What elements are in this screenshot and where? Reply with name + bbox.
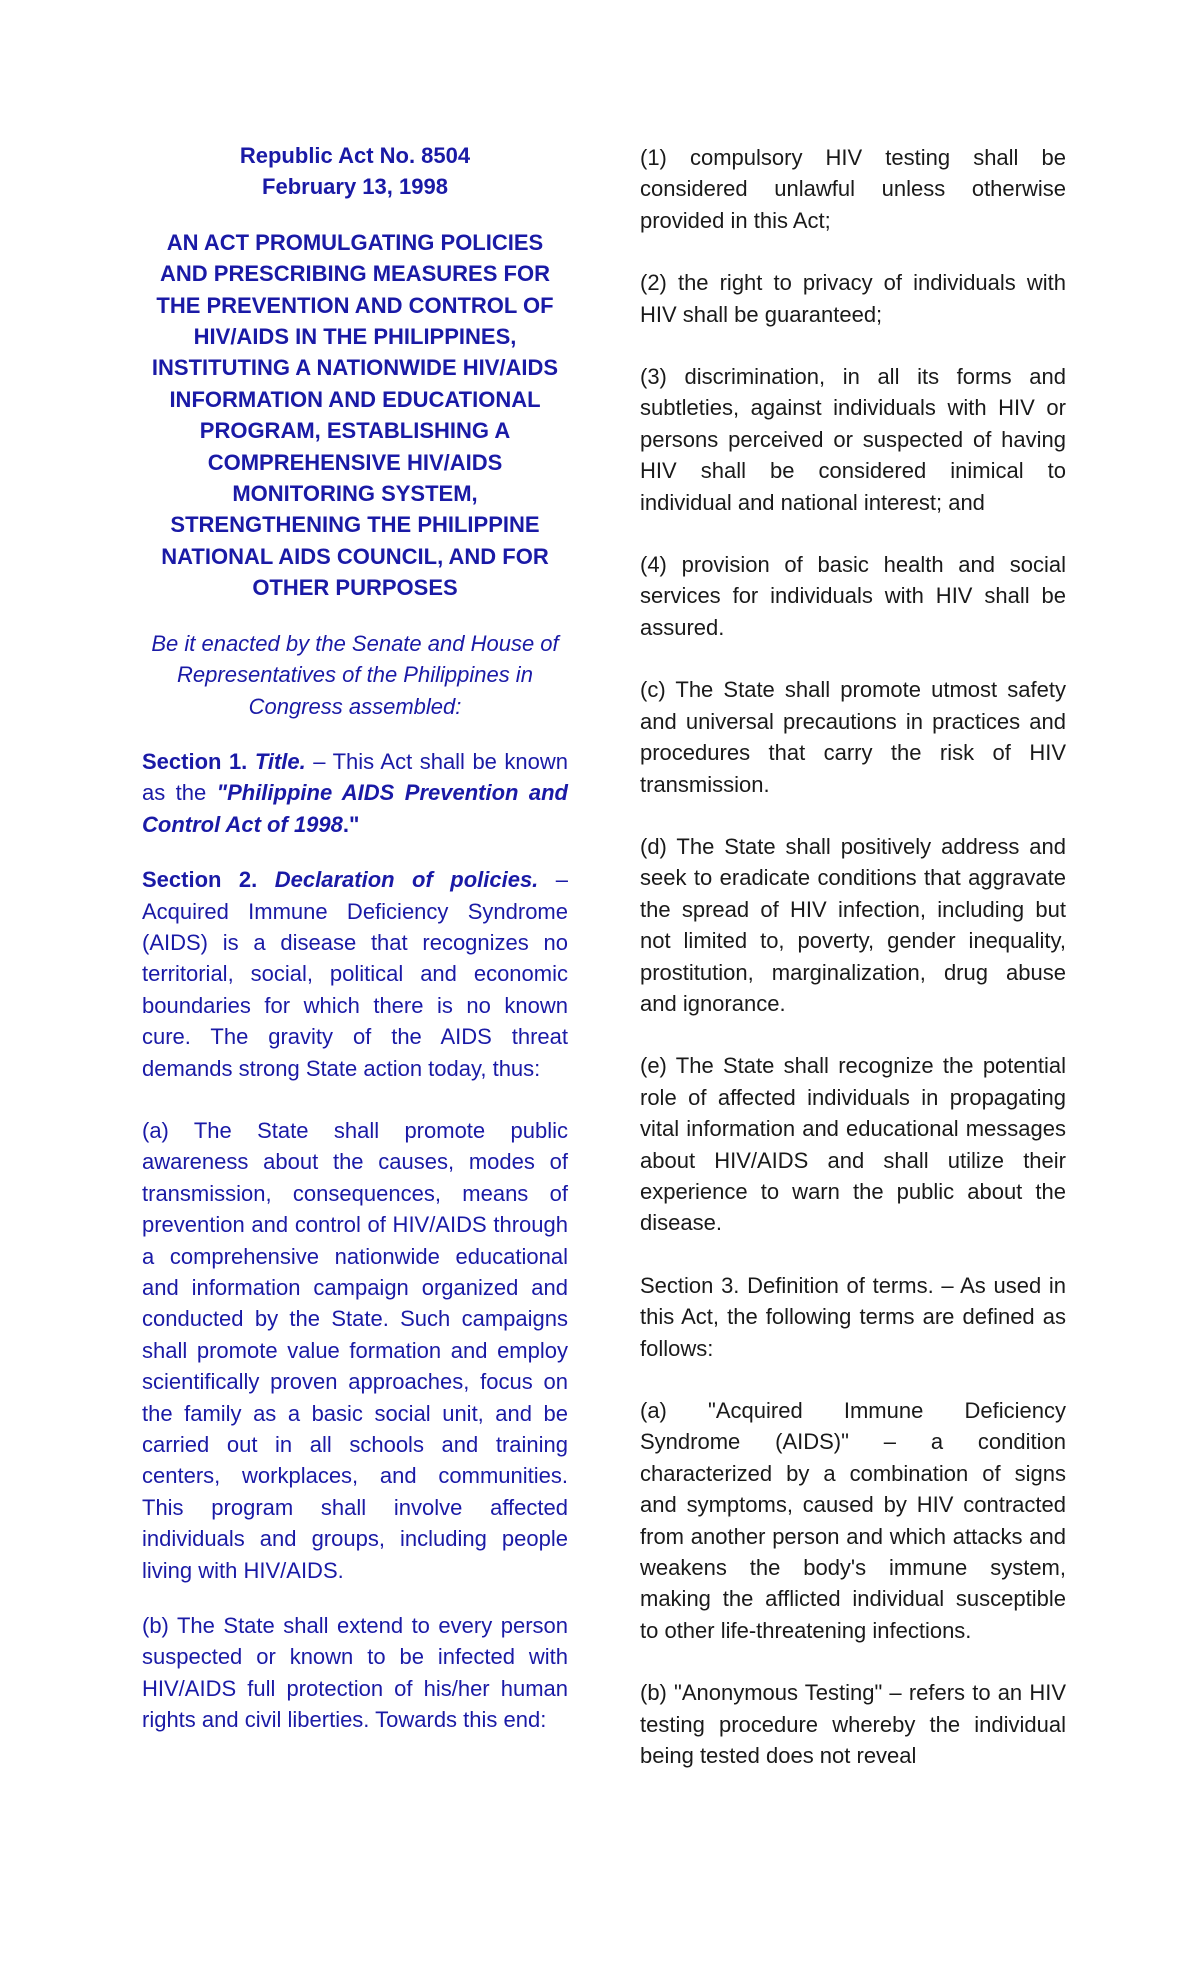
right-column <box>640 142 1066 1771</box>
section-1 <box>142 746 568 840</box>
section-2 <box>142 864 568 1084</box>
enacting-clause: Be it enacted by the Senate and House of Representatives of the Philippines in Congress assembled: <box>151 630 559 719</box>
left-column <box>142 140 568 1736</box>
definition-a: (a) "Acquired Immune Deficiency Syndrome (AIDS)" – a condition characterized by a combination of signs and symptoms, caused by HIV contracted from another person and which attacks and weakens the body's immune system, making the afflicted individual susceptible to other life-threatening infections. <box>640 1398 1066 1643</box>
policy-d: (d) The State shall positively address and seek to eradicate conditions that aggravate the spread of HIV infection, including but not limited to, poverty, gender inequality, prostitution, marginalization, drug abuse and ignorance. <box>640 833 1066 1016</box>
policy-c: (c) The State shall promote utmost safety and universal precautions in practices and procedures that carry the risk of HIV transmission. <box>640 677 1066 797</box>
policy-b-2: (2) the right to privacy of individuals with HIV shall be guaranteed; <box>640 270 1066 327</box>
act-date: February 13, 1998 <box>262 174 448 200</box>
definition-b: (b) "Anonymous Testing" – refers to an HIV testing procedure whereby the individual being tested does not reveal <box>640 1680 1066 1769</box>
act-number: Republic Act No. 8504 <box>239 143 471 168</box>
section-3-intro: Section 3. Definition of terms. – As used in this Act, the following terms are defined as follows: <box>640 1272 1066 1361</box>
policy-a: (a) The State shall promote public awareness about the causes, modes of transmission, consequences, means of prevention and control of HIV/AIDS through a comprehensive nationwide educational and information campaign organized and conducted by the State. Such campaigns shall promote value formation and employ scientifically proven approaches, focus on the family as a basic social unit, and be carried out in all schools and training centers, workplaces, and communities. This program shall involve affected individuals and groups, including people living with HIV/AIDS. <box>142 1117 568 1583</box>
section-2-heading: Declaration of policies. <box>274 867 539 893</box>
policy-b: (b) The State shall extend to every person suspected or known to be infected with HIV/AIDS full protection of his/her human rights and civil liberties. Towards this end: <box>142 1613 568 1733</box>
section-1-act-name: "Philippine AIDS Prevention and Control Act of 1998 <box>142 780 568 837</box>
section-1-text: – This Act shall be known as the <box>142 748 568 806</box>
act-title: AN ACT PROMULGATING POLICIES AND PRESCRIBING MEASURES FOR THE PREVENTION AND CONTROL OF HIV/AIDS IN THE PHILIPPINES, INSTITUTING A NATIONWIDE HIV/AIDS INFORMATION AND EDUCATIONAL PROGRAM, ESTABLISHING A COMPREHENSIVE HIV/AIDS MONITORING SYSTEM, STRENGTHENING THE PHILIPPINE NATIONAL AIDS COUNCIL, AND FOR OTHER PURPOSES <box>151 229 559 601</box>
policy-b-4: (4) provision of basic health and social services for individuals with HIV shall be assured. <box>640 552 1066 640</box>
policy-b-1: (1) compulsory HIV testing shall be considered unlawful unless otherwise provided in this Act; <box>640 145 1066 233</box>
policy-b-3: (3) discrimination, in all its forms and subtleties, against individuals with HIV or persons perceived or suspected of having HIV shall be considered inimical to individual and national interest; and <box>640 364 1066 515</box>
policy-e: (e) The State shall recognize the potential role of affected individuals in propagating vital information and educational messages about HIV/AIDS and shall utilize their experience to warn the public about the disease. <box>640 1053 1066 1236</box>
section-1-label: Section 1. <box>142 748 248 774</box>
section-2-intro: – Acquired Immune Deficiency Syndrome (AIDS) is a disease that recognizes no territorial, social, political and economic boundaries for which there is no known cure. The gravity of the AIDS threat demands strong State action today, thus: <box>142 867 568 1081</box>
section-2-label: Section 2. <box>142 867 258 893</box>
section-1-closing: ." <box>342 811 360 837</box>
section-1-heading: Title. <box>254 748 306 774</box>
